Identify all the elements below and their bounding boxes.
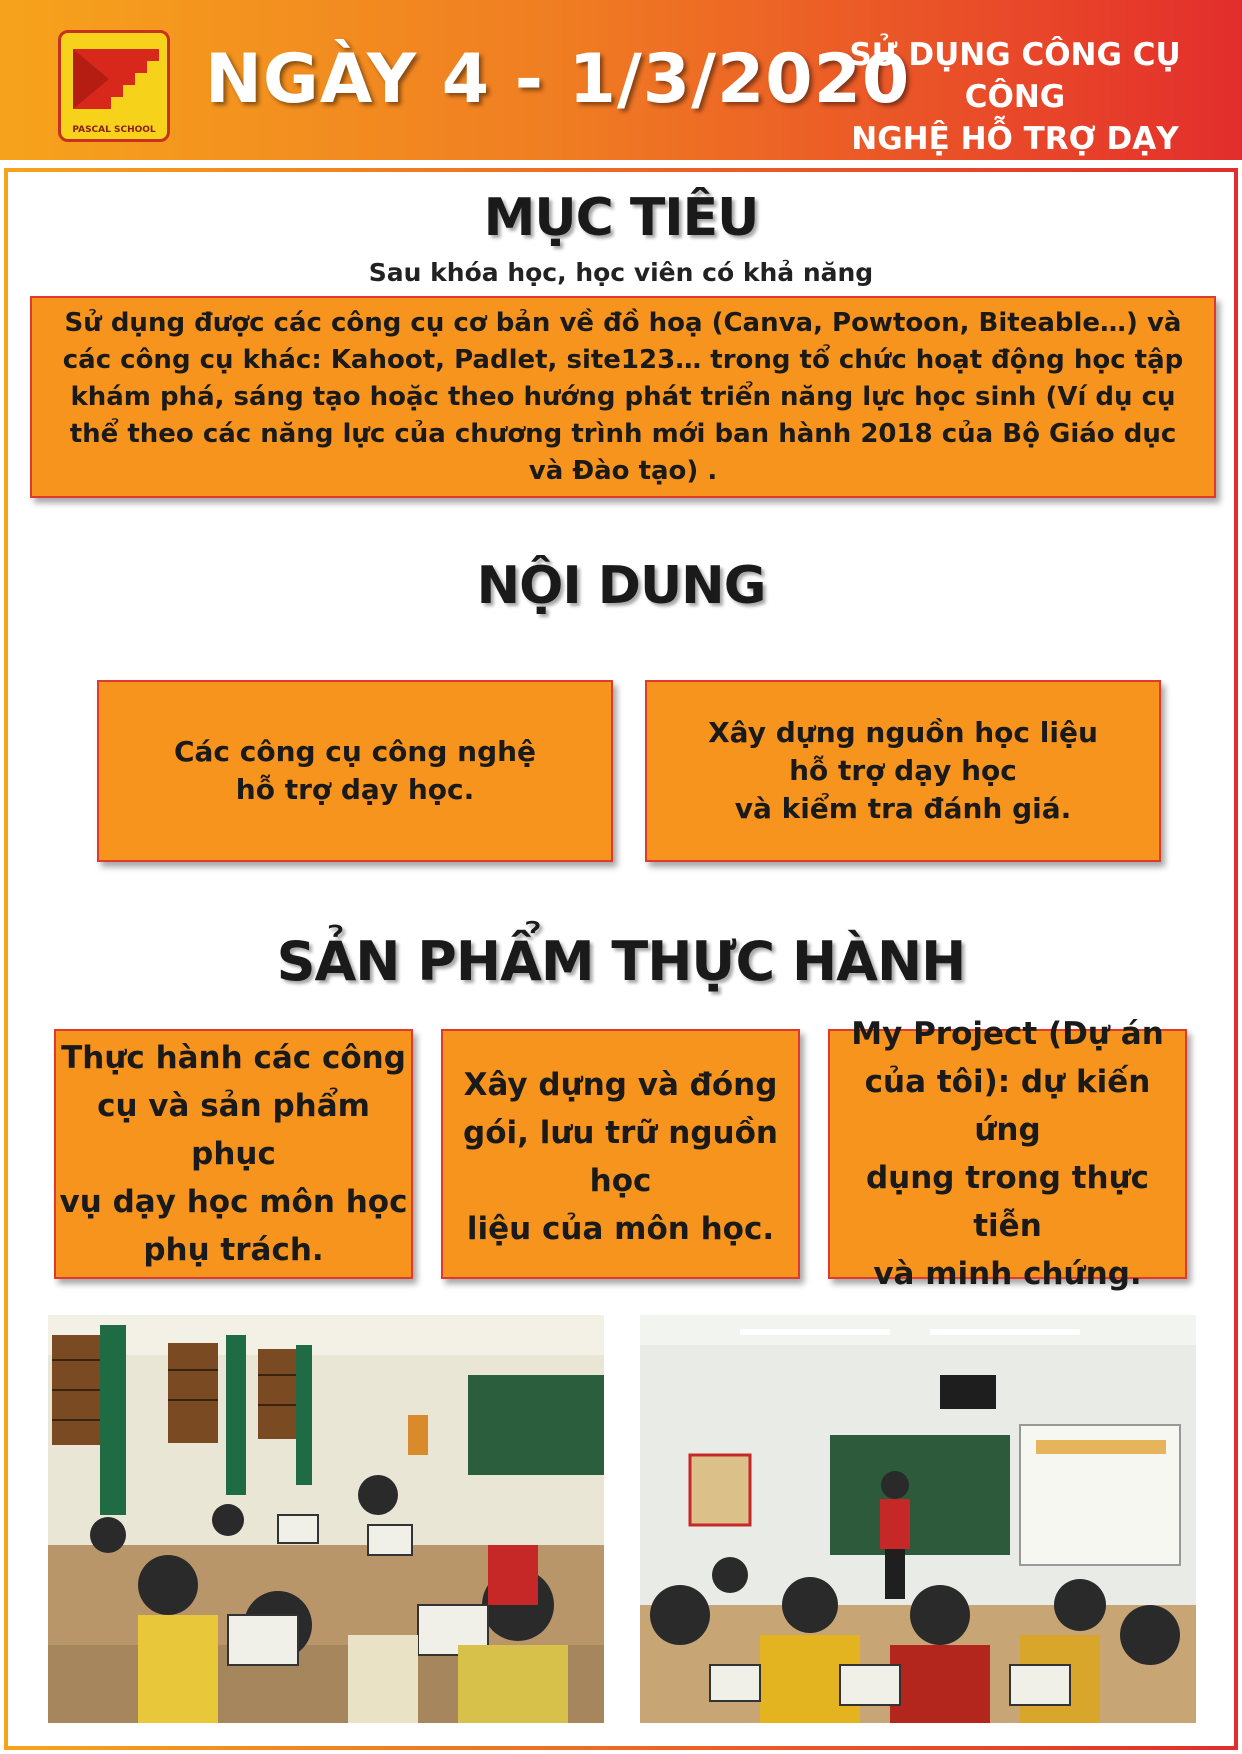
content-title: NỘI DUNG bbox=[476, 556, 766, 616]
practice-box bbox=[828, 1016, 1187, 1292]
objective-text: Sử dụng được các công cụ cơ bản về đồ hoạ (Canva, Powtoon, Biteable…) và các công cụ khác: Kahoot, Padlet, site123… trong tổ chức hoạt động học tập khám phá, sáng tạo hoặc theo hướng phát triển năng lực học sinh (Ví dụ cụ thể theo các năng lực của chương trình mới ban hành 2018 của Bộ Giáo dục và Đào tạo) . bbox=[62, 307, 1184, 486]
content-item-text: Các công cụ công nghệ hỗ trợ dạy học. bbox=[173, 735, 537, 806]
header-banner bbox=[0, 0, 1242, 199]
day-title: NGÀY 4 - 1/3/2020 bbox=[205, 40, 911, 119]
content-item-text: Xây dựng nguồn học liệu hỗ trợ dạy học và kiểm tra đánh giá. bbox=[708, 716, 1098, 825]
school-logo bbox=[58, 30, 170, 142]
classroom-photo bbox=[48, 1315, 604, 1723]
practice-item-text: My Project (Dự án của tôi): dự kiến ứng dụng trong thực tiễn và minh chứng. bbox=[851, 1016, 1164, 1292]
practice-box bbox=[54, 1029, 413, 1279]
objective-subtitle: Sau khóa học, học viên có khả năng bbox=[368, 258, 874, 287]
practice-item-text: Thực hành các công cụ và sản phẩm phục vụ dạy học môn học phụ trách. bbox=[59, 1040, 408, 1268]
objective-title: MỤC TIÊU bbox=[483, 188, 759, 248]
content-box bbox=[97, 680, 613, 862]
objective-box bbox=[30, 296, 1216, 498]
practice-box bbox=[441, 1029, 800, 1279]
practice-title: SẢN PHẨM THỰC HÀNH bbox=[276, 930, 966, 993]
content-box bbox=[645, 680, 1161, 862]
practice-item-text: Xây dựng và đóng gói, lưu trữ nguồn học liệu của môn học. bbox=[463, 1067, 778, 1247]
topic-title: SỬ DỤNG CÔNG CỤ CÔNG NGHỆ HỖ TRỢ DẠY HỌC bbox=[849, 37, 1181, 199]
presentation-photo bbox=[640, 1315, 1196, 1723]
logo-emblem-icon bbox=[69, 39, 161, 119]
logo-text: PASCAL SCHOOL bbox=[72, 125, 156, 135]
